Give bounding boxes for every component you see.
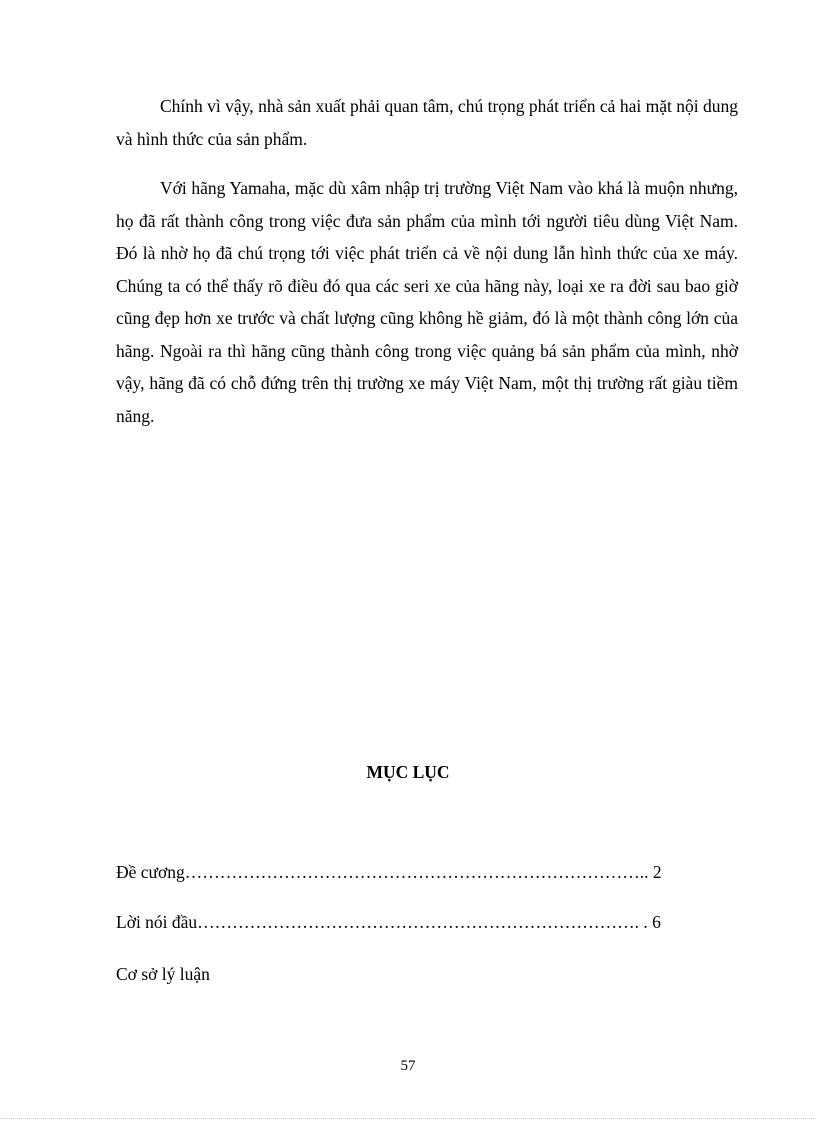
toc-title: MỤC LỤC xyxy=(366,762,450,782)
page-number: 57 xyxy=(400,1058,416,1074)
page-bottom-divider xyxy=(0,1118,816,1119)
body-paragraph-2: Với hãng Yamaha, mặc dù xâm nhập trị trường Việt Nam vào khá là muộn nhưng, họ đã rất thành công trong việc đưa sản phẩm của mình tới người tiêu dùng Việt Nam. Đó là nhờ họ đã chú trọng tới việc phát triển cả về nội dung lẫn hình thức của xe máy. Chúng ta có thể thấy rõ điều đó qua các seri xe của hãng này, loại xe ra đời sau bao giờ cũng đẹp hơn xe trước và chất lượng cũng không hề giảm, đó là một thành công lớn của hãng. Ngoài ra thì hãng cũng thành công trong việc quảng bá sản phẩm của mình, nhờ vậy, hãng đã có chỗ đứng trên thị trường xe máy Việt Nam, một thị trường rất giàu tiềm năng. xyxy=(116,178,738,426)
body-paragraph-1: Chính vì vậy, nhà sản xuất phải quan tâm, chú trọng phát triển cả hai mặt nội dung và hình thức của sản phẩm. xyxy=(116,96,738,149)
toc-entry-preface: Lời nói đầu…………………………………………………………………. . 6 xyxy=(116,912,661,932)
toc-entry-outline: Đề cương…………………………………………………………………….. 2 xyxy=(116,862,662,882)
toc-entry-theory: Cơ sở lý luận xyxy=(116,964,210,984)
